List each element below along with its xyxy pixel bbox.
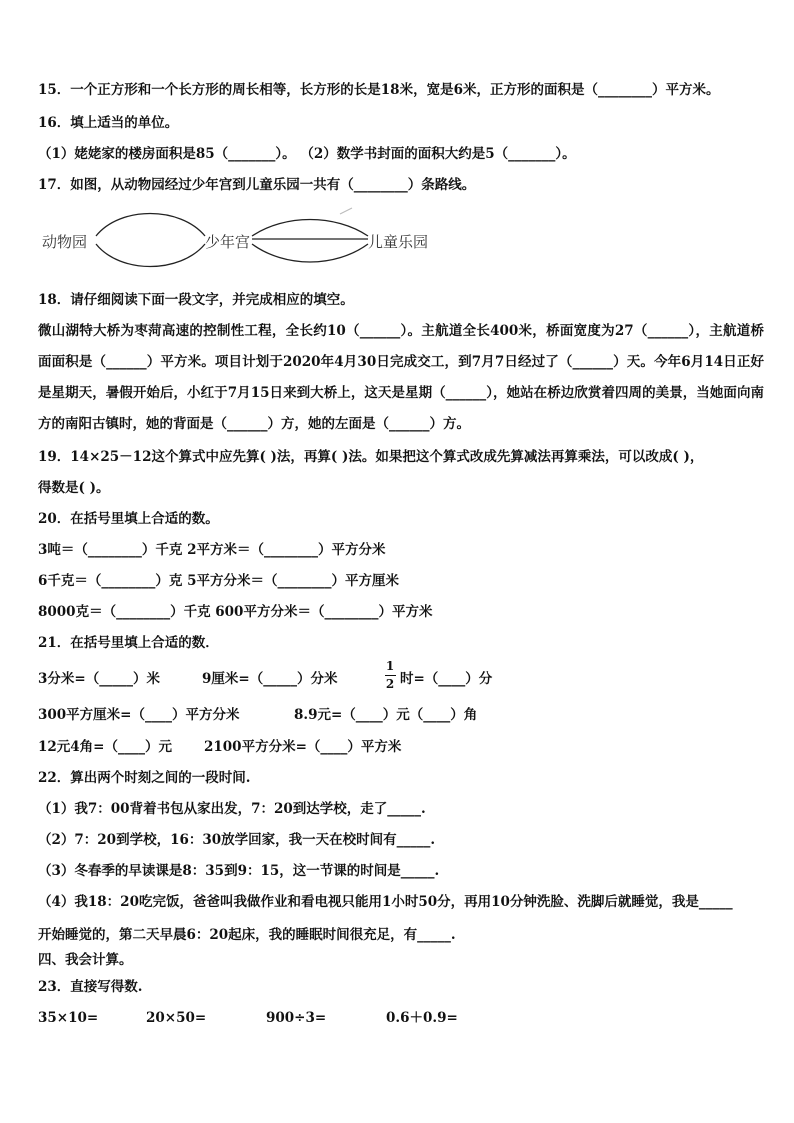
calc-item: 35×10= (38, 1010, 99, 1026)
calc-item: 900÷3= (266, 1010, 327, 1026)
q21-item: 9厘米=（_____）分米 (202, 671, 338, 687)
question-22-part: （4）我18：20吃完饭，爸爸叫我做作业和看电视只能用1小时50分，再用10分钟洗脸、洗脚后就睡觉，我是_____ (38, 894, 733, 910)
question-19-line1: 19．14×25－12这个算式中应先算( )法，再算( )法。如果把这个算式改成先算减法再算乘法，可以改成( )， (38, 449, 704, 465)
route-diagram (0, 0, 794, 300)
calc-item: 20×50= (146, 1010, 207, 1026)
question-16-title: 16．填上适当的单位。 (38, 115, 179, 131)
fraction-numerator: 1 (385, 659, 395, 673)
question-22-part: （2）7：20到学校，16：30放学回家，我一天在校时间有_____. (38, 832, 436, 848)
question-22-title: 22．算出两个时刻之间的一段时间. (38, 770, 251, 786)
q21-item: 300平方厘米=（____）平方分米 (38, 707, 240, 723)
question-20-row: 3吨＝（________）千克 2平方米＝（________）平方分米 (38, 542, 386, 558)
question-21-title: 21．在括号里填上合适的数． (38, 635, 219, 651)
q21-item: 3分米=（_____）米 (38, 671, 160, 687)
question-20-title: 20．在括号里填上合适的数。 (38, 511, 219, 527)
question-15: 15．一个正方形和一个长方形的周长相等，长方形的长是18米，宽是6米，正方形的面积是（________）平方米。 (38, 82, 720, 98)
route-palace-park-upper (252, 220, 368, 237)
question-20-row: 6千克＝（________）克 5平方分米＝（________）平方厘米 (38, 573, 399, 589)
calc-item: 0.6＋0.9= (386, 1010, 458, 1026)
route-zoo-palace-upper (96, 214, 205, 237)
question-16-line: （1）姥姥家的楼房面积是85（_______）。 （2）数学书封面的面积大约是5（_______）。 (38, 146, 576, 162)
question-18-passage: 微山湖特大桥为枣菏高速的控制性工程，全长约10（______）。主航道全长400米，桥面宽度为27（______），主航道桥面面积是（______）平方米。项目计划于2020年4月30日完成交工，到7月7日经过了（______）天。今年6月14日正好是星期天，暑假开始后，小红于7月15日来到大桥上，这天是星期（______），她站在桥边欣赏着四周的美景，当她面向南方的南阳古镇时，她的背面是（______）方，她的左面是（______）方。 (38, 323, 764, 432)
label-zoo: 动物园 (42, 233, 88, 251)
section-heading: 四、我会计算。 (38, 952, 133, 968)
route-zoo-palace-lower (96, 244, 205, 267)
question-22-part: （3）冬春季的早读课是8：35到9：15，这一节课的时间是_____. (38, 863, 440, 879)
q21-item: 时=（____）分 (400, 671, 493, 687)
fraction-denominator: 2 (385, 677, 395, 691)
fraction-half (383, 659, 397, 692)
q21-item: 12元4角=（____）元 (38, 739, 172, 755)
q21-item: 8.9元=（____）元（____）角 (294, 707, 478, 723)
scan-mark (340, 208, 352, 214)
q21-item: 2100平方分米=（____）平方米 (204, 739, 402, 755)
question-19-line2: 得数是( )。 (38, 480, 110, 496)
fraction-bar (385, 675, 396, 676)
question-22-part: （1）我7：00背着书包从家出发，7：20到达学校，走了_____. (38, 801, 426, 817)
label-palace: 少年宫 (205, 233, 251, 251)
question-18-title: 18．请仔细阅读下面一段文字，并完成相应的填空。 (38, 292, 354, 308)
question-23-title: 23．直接写得数. (38, 979, 143, 995)
label-park: 儿童乐园 (368, 233, 429, 251)
question-22-part: 开始睡觉的，第二天早晨6：20起床，我的睡眠时间很充足，有_____. (38, 927, 456, 943)
question-17-title: 17．如图，从动物园经过少年宫到儿童乐园一共有（________）条路线。 (38, 177, 476, 193)
question-20-row: 8000克＝（________）千克 600平方分米＝（________）平方米 (38, 604, 433, 620)
route-palace-park-lower (252, 244, 368, 262)
